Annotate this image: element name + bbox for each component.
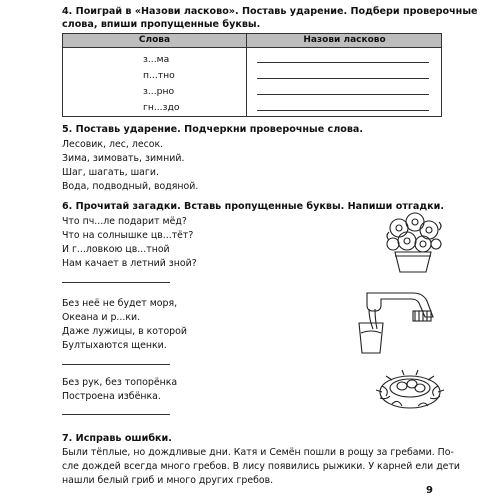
riddle2-line: Бултыхаются щенки. (62, 340, 167, 351)
flower-pot-icon (381, 210, 445, 274)
riddle1-line: Нам качает в летний зной? (62, 258, 197, 269)
table-word: з...рно (143, 86, 175, 97)
task5-line: Шаг, шагать, шаги. (62, 167, 159, 178)
table-header-words: Слова (138, 35, 171, 45)
bird-nest-icon (372, 362, 448, 416)
page-number: 9 (426, 485, 433, 496)
riddle1-line: И г...ловкою цв...тной (62, 244, 170, 255)
answer-line[interactable] (257, 110, 429, 111)
table-header-affectionate: Назови ласково (303, 35, 386, 45)
table-column-divider (246, 34, 247, 116)
answer-line[interactable] (257, 62, 429, 63)
task4-table (62, 33, 442, 117)
task7-line: сле дождей всегда много гребов. В лису появились рыжики. У карней ели дети (62, 461, 460, 472)
task4-title-line2: слова, впиши пропущенные буквы. (62, 19, 261, 30)
answer-line[interactable] (257, 94, 429, 95)
riddle2-line: Океана и р...ки. (62, 312, 141, 323)
answer-line[interactable] (257, 78, 429, 79)
task5-line: Лесовик, лес, лесок. (62, 139, 164, 150)
table-word: гн...здо (143, 102, 180, 113)
riddle1-line: Что на солнышке цв...тёт? (62, 230, 194, 241)
table-word: з...ма (143, 54, 170, 65)
riddle3-line: Без рук, без топорёнка (62, 377, 178, 388)
riddle3-answer-line[interactable] (62, 414, 170, 415)
riddle1-answer-line[interactable] (62, 282, 170, 283)
riddle2-line: Без неё не будет моря, (62, 298, 178, 309)
task7-title: 7. Исправь ошибки. (62, 433, 172, 444)
task5-line: Зима, зимовать, зимний. (62, 153, 185, 164)
riddle2-answer-line[interactable] (62, 364, 170, 365)
task7-line: нашли белый гриб и много других гребов. (62, 475, 274, 486)
task6-title: 6. Прочитай загадки. Вставь пропущенные буквы. Напиши отгадки. (62, 201, 444, 212)
riddle3-line: Построена избёнка. (62, 391, 161, 402)
task5-title: 5. Поставь ударение. Подчеркни проверочные слова. (62, 124, 364, 135)
task4-title: 4. Поиграй в «Назови ласково». Поставь ударение. Подбери проверочные (62, 6, 478, 17)
task5-line: Вода, подводный, водяной. (62, 181, 199, 192)
table-word: п...тно (143, 70, 175, 81)
riddle1-line: Что пч...ле подарит мёд? (62, 216, 187, 227)
riddle2-line: Даже лужицы, в которой (62, 326, 187, 337)
task7-line: Были тёплые, но дождливые дни. Катя и Семён пошли в рощу за гребами. По- (62, 447, 454, 458)
water-tap-icon (353, 283, 439, 355)
